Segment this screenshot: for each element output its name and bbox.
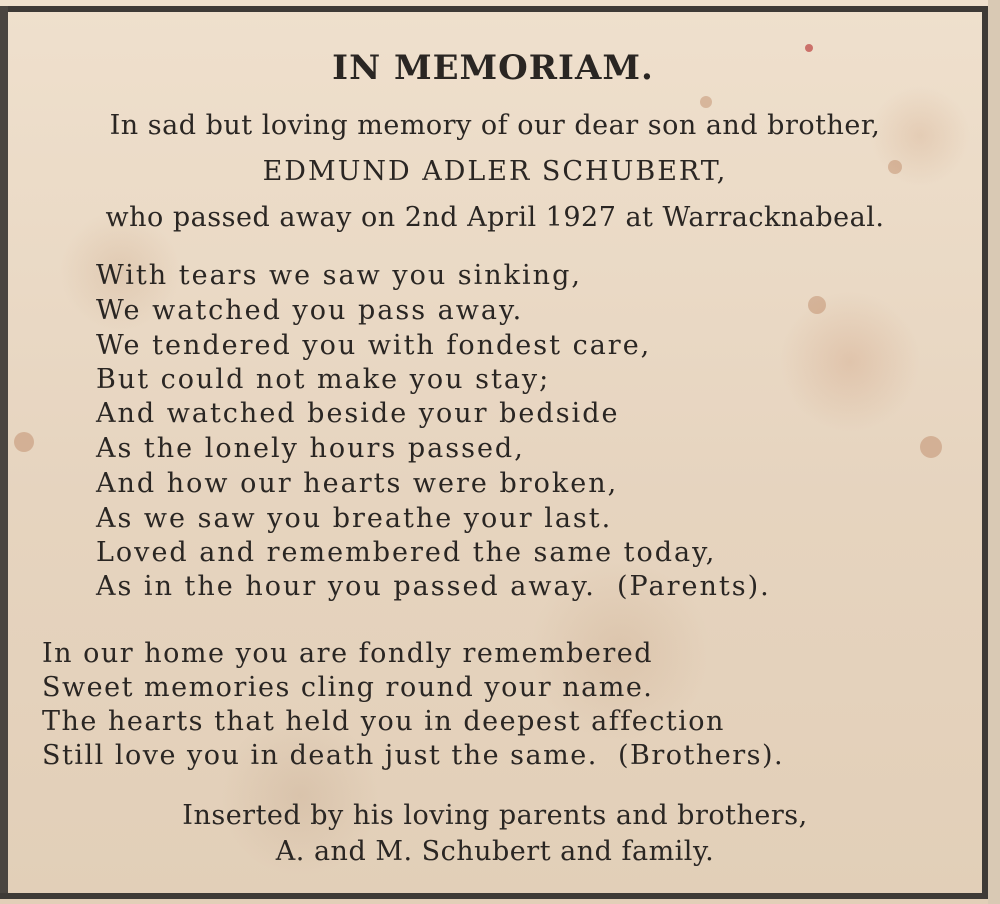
verse-line: But could not make you stay; — [96, 364, 551, 395]
intro-line: In sad but loving memory of our dear son and brother, — [109, 110, 881, 141]
notice-title: IN MEMORIAM. — [332, 48, 654, 88]
foxing-spot — [920, 436, 942, 458]
family-signature-line: A. and M. Schubert and family. — [275, 836, 715, 867]
foxing-spot — [700, 96, 712, 108]
verse-line: We watched you pass away. — [96, 295, 524, 326]
verse-line: Sweet memories cling round your name. — [42, 672, 654, 703]
verse-line: In our home you are fondly remembered — [42, 638, 654, 669]
verse-line: With tears we saw you sinking, — [96, 260, 582, 291]
verse-line: The hearts that held you in deepest affection — [42, 706, 725, 737]
verse-line: Loved and remembered the same today, — [96, 537, 717, 568]
bottom-border-rule — [0, 893, 986, 899]
deceased-name: EDMUND ADLER SCHUBERT, — [262, 156, 728, 187]
verse-line: And how our hearts were broken, — [96, 468, 619, 499]
verse-line: Still love you in death just the same. (Brothers). — [42, 740, 785, 771]
passing-line: who passed away on 2nd April 1927 at Warracknabeal. — [105, 202, 885, 233]
foxing-spot — [14, 432, 34, 452]
verse-line: We tendered you with fondest care, — [96, 330, 652, 361]
top-border-rule — [0, 6, 986, 12]
foxing-spot — [808, 296, 826, 314]
verse-line: And watched beside your bedside — [96, 398, 620, 429]
verse-line: As the lonely hours passed, — [96, 433, 525, 464]
verse-line: As we saw you breathe your last. — [96, 503, 613, 534]
verse-line: As in the hour you passed away. (Parents). — [96, 571, 771, 602]
inserted-by-line: Inserted by his loving parents and brothers, — [182, 800, 808, 831]
